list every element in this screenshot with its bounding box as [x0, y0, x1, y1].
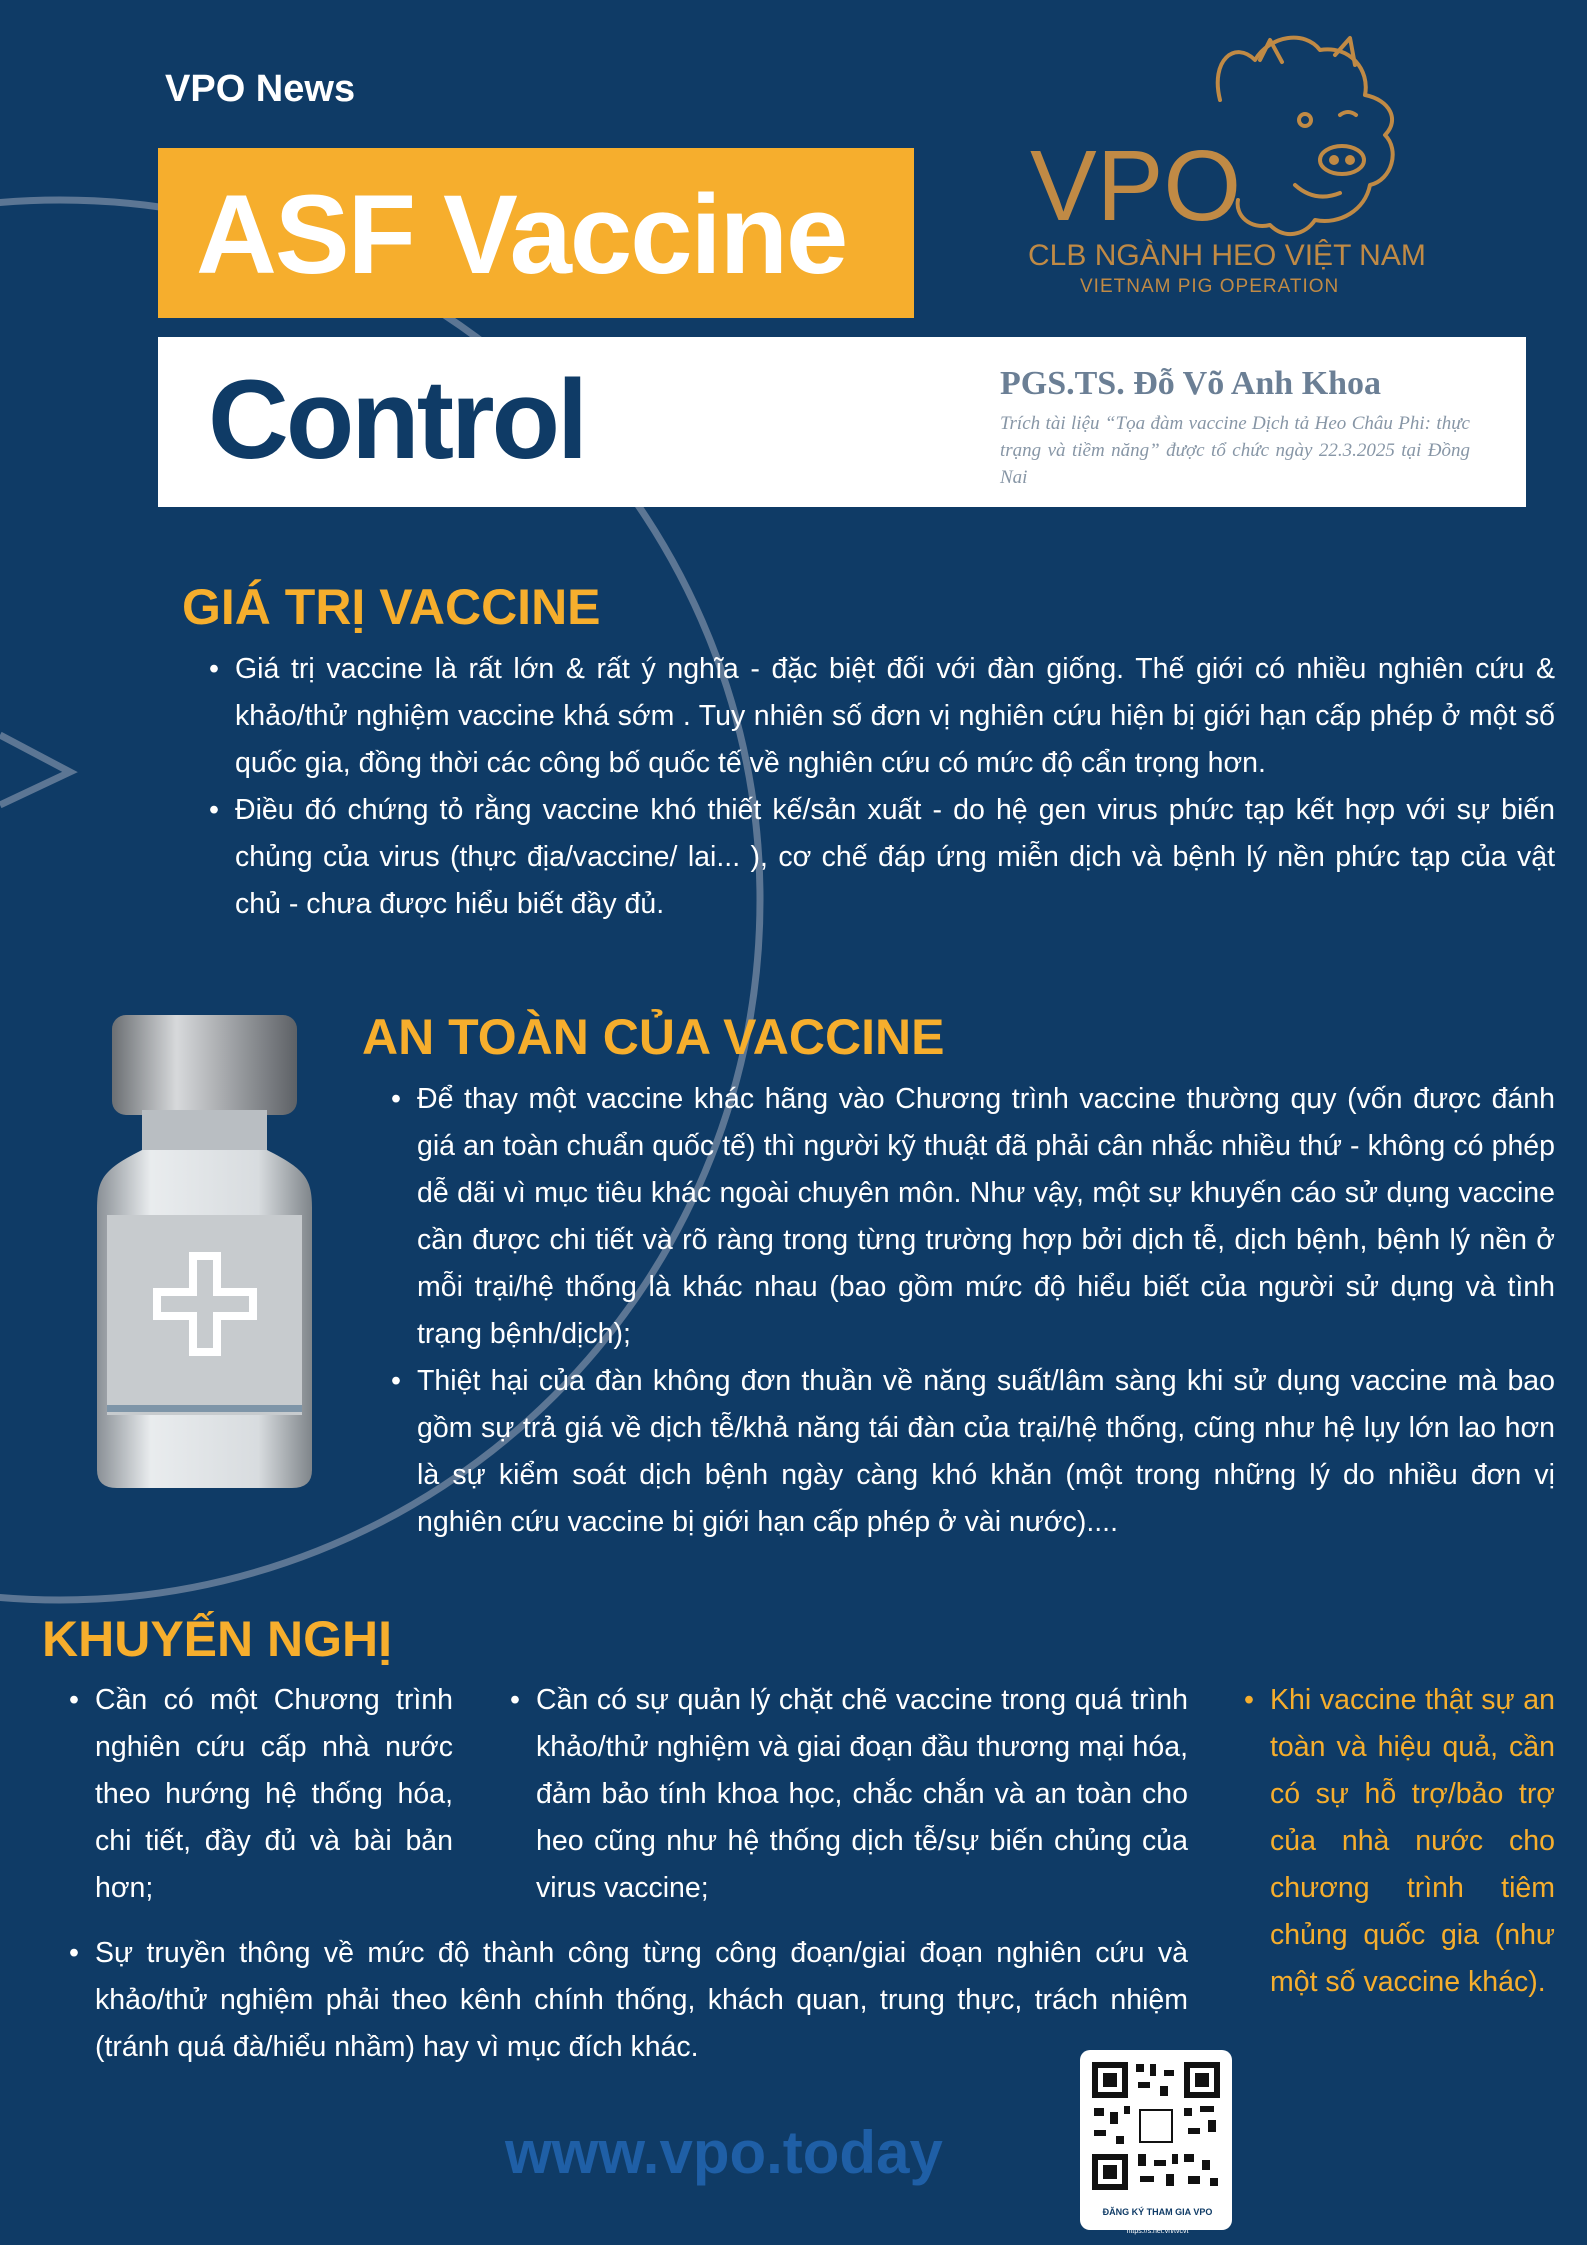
recommend-wide	[65, 1930, 1188, 2071]
safety-bullet-list	[387, 1076, 1555, 1546]
qr-code-card[interactable]	[1080, 2050, 1232, 2230]
section-heading-safety: AN TOÀN CỦA VACCINE	[362, 1009, 945, 1065]
vaccine-vial-image	[92, 1010, 317, 1490]
logo-name: CLB NGÀNH HEO VIỆT NAM	[1028, 239, 1426, 272]
recommend-col3	[1240, 1677, 1555, 2006]
vpo-logo	[1020, 20, 1440, 310]
value-bullet-1: • Giá trị vaccine là rất lớn & rất ý nghĩa - đặc biệt đối với đàn giống. Thế giới có nhiều nghiên cứu & khảo/thử nghiệm vaccine khá sớm . Tuy nhiên số đơn vị nghiên cứu hiện bị giới hạn cấp phép ở một số quốc gia, đồng thời các công bố quốc tế về nghiên cứu có mức độ cẩn trọng hơn.	[235, 646, 1555, 787]
recommend-bullet-3: • Khi vaccine thật sự an toàn và hiệu quả, cần có sự hỗ trợ/bảo trợ của nhà nước cho chương trình tiêm chủng quốc gia (như một số vaccine khác).	[1270, 1677, 1555, 2006]
recommend-bullet-2: • Cần có sự quản lý chặt chẽ vaccine trong quá trình khảo/thử nghiệm và giai đoạn đầu thương mại hóa, đảm bảo tính khoa học, chắc chắn và an toàn cho heo cũng như hệ thống dịch tễ/sự biến chủng của virus vaccine;	[536, 1677, 1188, 1912]
value-bullet-list	[205, 646, 1555, 928]
author-name: PGS.TS. Đỗ Võ Anh Khoa	[1000, 365, 1382, 402]
qr-caption: ĐĂNG KÝ THAM GIA VPO	[1102, 2207, 1213, 2217]
kicker-label: VPO News	[165, 68, 356, 110]
qr-code-icon	[1080, 2050, 1232, 2202]
logo-mark: VPO	[1030, 130, 1242, 242]
source-note: Trích tài liệu “Tọa đàm vaccine Dịch tả Heo Châu Phi: thực trạng và tiềm năng” được tổ chức ngày 22.3.2025 tại Đồng Nai	[1000, 413, 1470, 488]
recommend-bullet-1: • Cần có một Chương trình nghiên cứu cấp nhà nước theo hướng hệ thống hóa, chi tiết, đầy đủ và bài bản hơn;	[95, 1677, 453, 1912]
website-link[interactable]: www.vpo.today	[505, 2119, 943, 2186]
recommend-col2	[506, 1677, 1188, 1912]
recommend-bullet-4: • Sự truyền thông về mức độ thành công từng công đoạn/giai đoạn nghiên cứu và khảo/thử nghiệm phải theo kênh chính thống, khách quan, trung thực, trách nhiệm (tránh quá đà/hiểu nhầm) hay vì mục đích khác.	[95, 1930, 1188, 2071]
section-heading-value: GIÁ TRỊ VACCINE	[182, 579, 601, 635]
pig-icon	[1218, 38, 1393, 234]
title-line2: Control	[208, 357, 586, 482]
qr-url[interactable]: https://s.net.vn/tvcvt	[1126, 2228, 1189, 2235]
safety-bullet-1: • Để thay một vaccine khác hãng vào Chương trình vaccine thường quy (vốn được đánh giá an toàn chuẩn quốc tế) thì người kỹ thuật đã phải cân nhắc nhiều thứ - không có phép dễ dãi vì mục tiêu khác ngoài chuyên môn. Như vậy, một sự khuyến cáo sử dụng vaccine cần được chi tiết và rõ ràng trong từng trường hợp bởi dịch tễ, dịch bệnh, bệnh lý nền ở mỗi trại/hệ thống là khác nhau (bao gồm mức độ hiểu biết của người sử dụng và tình trạng bệnh/dịch);	[417, 1076, 1555, 1358]
section-heading-recommend: KHUYẾN NGHỊ	[42, 1611, 393, 1667]
title-line1: ASF Vaccine	[196, 172, 847, 297]
logo-tagline: VIETNAM PIG OPERATION	[1080, 276, 1340, 297]
safety-bullet-2: • Thiệt hại của đàn không đơn thuần về năng suất/lâm sàng khi sử dụng vaccine mà bao gồm sự trả giá về dịch tễ/khả năng tái đàn của trại/hệ thống, cũng như hệ lụy lớn lao hơn là sự kiểm soát dịch bệnh ngày càng khó khăn (một trong những lý do nhiều đơn vị nghiên cứu vaccine bị giới hạn cấp phép ở vài nước)....	[417, 1358, 1555, 1546]
recommend-col1	[65, 1677, 453, 1912]
value-bullet-2: • Điều đó chứng tỏ rằng vaccine khó thiết kế/sản xuất - do hệ gen virus phức tạp kết hợp với sự biến chủng của virus (thực địa/vaccine/ lai... ), cơ chế đáp ứng miễn dịch và bệnh lý nền phức tạp của vật chủ - chưa được hiểu biết đầy đủ.	[235, 787, 1555, 928]
